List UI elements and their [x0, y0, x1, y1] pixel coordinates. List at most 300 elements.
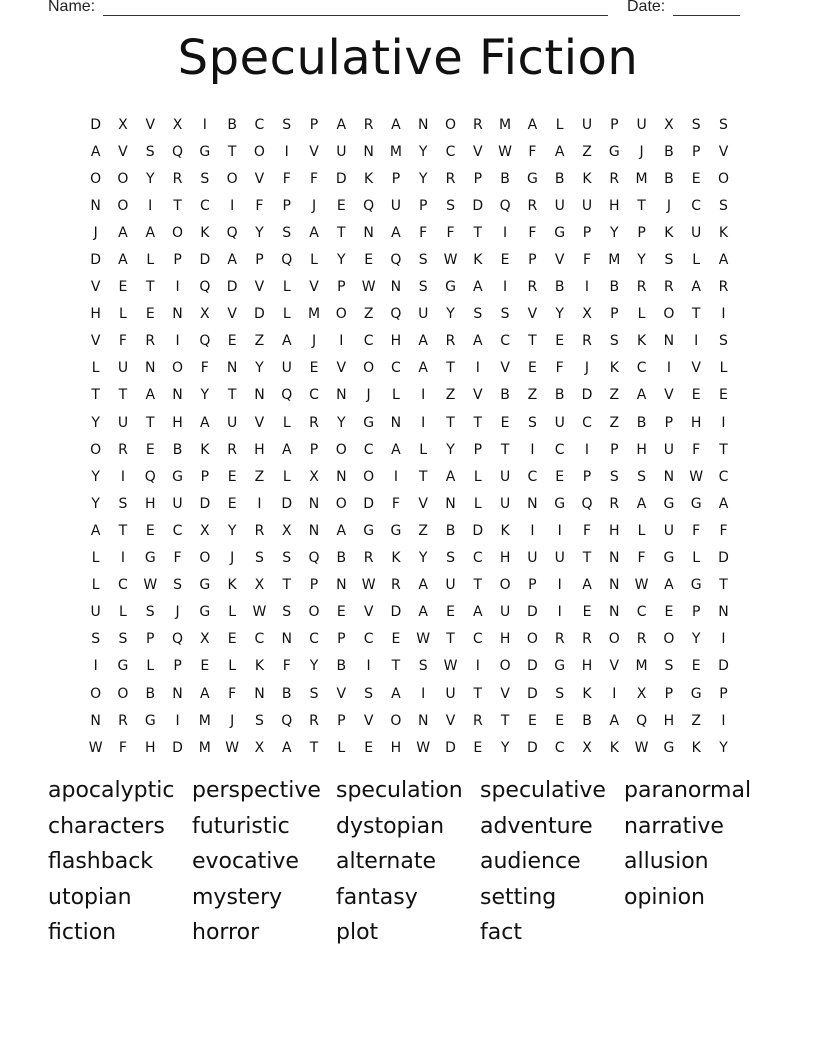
- grid-letter: U: [581, 197, 593, 214]
- grid-letter: G: [117, 658, 129, 675]
- grid-letter: I: [284, 143, 289, 160]
- grid-letter: P: [473, 441, 483, 458]
- grid-letter: X: [172, 116, 183, 133]
- grid-letter: V: [90, 279, 101, 296]
- grid-letter: E: [555, 333, 565, 350]
- grid-letter: S: [691, 116, 701, 133]
- grid-letter: D: [472, 197, 484, 214]
- grid-letter: N: [390, 279, 402, 296]
- grid-letter: U: [117, 360, 129, 377]
- grid-letter: I: [557, 522, 562, 539]
- grid-letter: T: [719, 441, 728, 458]
- grid-letter: T: [227, 143, 237, 160]
- grid-letter: E: [473, 739, 483, 756]
- grid-letter: J: [584, 360, 590, 377]
- grid-letter: V: [336, 685, 347, 702]
- grid-letter: A: [90, 143, 101, 160]
- grid-letter: J: [639, 143, 644, 160]
- grid-letter: B: [664, 170, 674, 187]
- grid-letter: D: [363, 495, 374, 512]
- grid-letter: R: [172, 170, 183, 187]
- grid-letter: T: [473, 577, 483, 594]
- grid-letter: R: [363, 116, 374, 133]
- grid-letter: U: [90, 604, 101, 621]
- grid-letter: B: [554, 387, 565, 404]
- grid-letter: F: [582, 252, 592, 269]
- grid-letter: E: [336, 197, 346, 214]
- grid-letter: G: [554, 658, 566, 675]
- grid-letter: R: [254, 522, 265, 539]
- grid-letter: I: [584, 441, 590, 458]
- grid-letter: C: [363, 631, 374, 648]
- grid-letter: C: [636, 604, 647, 621]
- grid-letter: C: [691, 197, 702, 214]
- grid-letter: P: [337, 279, 346, 296]
- grid-letter: L: [282, 279, 291, 296]
- grid-letter: T: [500, 712, 510, 729]
- grid-letter: O: [363, 360, 375, 377]
- grid-letter: X: [636, 685, 647, 702]
- grid-letter: O: [172, 224, 184, 241]
- grid-letter: S: [609, 468, 619, 485]
- word-bank-item: allusion: [624, 849, 709, 875]
- grid-letter: V: [445, 712, 456, 729]
- grid-letter: Y: [500, 739, 510, 756]
- grid-letter: O: [226, 170, 238, 187]
- grid-letter: S: [364, 685, 374, 702]
- grid-letter: E: [582, 604, 592, 621]
- grid-letter: W: [634, 739, 649, 756]
- grid-letter: T: [391, 658, 401, 675]
- grid-letter: W: [252, 604, 267, 621]
- word-bank-item: fact: [480, 920, 522, 946]
- grid-letter: P: [664, 685, 674, 702]
- grid-letter: S: [145, 604, 155, 621]
- grid-letter: I: [339, 333, 344, 350]
- grid-letter: V: [500, 685, 510, 702]
- grid-letter: S: [719, 333, 728, 350]
- grid-letter: X: [118, 116, 128, 133]
- grid-letter: A: [636, 387, 647, 404]
- grid-letter: K: [664, 224, 674, 241]
- grid-letter: O: [253, 143, 265, 160]
- grid-letter: L: [719, 360, 728, 377]
- grid-letter: E: [664, 604, 674, 621]
- grid-letter: N: [417, 712, 429, 729]
- grid-letter: A: [281, 441, 292, 458]
- grid-letter: T: [528, 333, 537, 350]
- grid-letter: G: [445, 279, 456, 296]
- grid-letter: R: [309, 414, 319, 431]
- grid-letter: H: [609, 197, 620, 214]
- grid-letter: P: [146, 631, 155, 648]
- grid-letter: T: [473, 414, 483, 431]
- grid-letter: C: [363, 441, 374, 458]
- grid-letter: C: [363, 333, 374, 350]
- grid-letter: Q: [281, 712, 293, 729]
- grid-letter: Q: [281, 387, 293, 404]
- grid-letter: X: [582, 739, 592, 756]
- grid-letter: N: [718, 604, 729, 621]
- grid-letter: S: [309, 685, 319, 702]
- grid-letter: Z: [254, 468, 265, 485]
- grid-letter: P: [528, 577, 537, 594]
- grid-letter: W: [443, 658, 458, 675]
- grid-letter: Z: [691, 712, 701, 729]
- grid-letter: X: [200, 306, 210, 323]
- grid-letter: T: [637, 197, 646, 214]
- grid-letter: Q: [281, 252, 293, 269]
- grid-letter: N: [609, 550, 620, 567]
- grid-letter: C: [472, 631, 483, 648]
- grid-letter: X: [254, 577, 265, 594]
- grid-letter: K: [718, 224, 729, 241]
- grid-letter: B: [582, 712, 592, 729]
- grid-letter: U: [499, 604, 511, 621]
- grid-letter: L: [282, 468, 291, 485]
- grid-letter: Y: [637, 252, 646, 269]
- grid-letter: L: [637, 306, 646, 323]
- grid-letter: F: [692, 522, 701, 539]
- grid-letter: L: [473, 468, 482, 485]
- grid-letter: F: [528, 143, 537, 160]
- grid-letter: O: [608, 631, 620, 648]
- grid-letter: Y: [446, 441, 455, 458]
- grid-letter: V: [309, 279, 319, 296]
- grid-letter: I: [421, 414, 426, 431]
- grid-letter: N: [281, 631, 292, 648]
- grid-letter: G: [690, 495, 702, 512]
- grid-letter: H: [663, 712, 675, 729]
- grid-letter: A: [281, 333, 292, 350]
- grid-letter: T: [446, 360, 455, 377]
- grid-letter: I: [202, 116, 207, 133]
- grid-letter: S: [418, 252, 428, 269]
- grid-letter: Y: [719, 739, 728, 756]
- grid-letter: Y: [255, 224, 264, 241]
- grid-letter: H: [499, 550, 511, 567]
- grid-letter: F: [228, 685, 237, 702]
- date-label: Date:: [627, 0, 666, 15]
- grid-letter: V: [90, 333, 101, 350]
- word-bank-item: futuristic: [192, 813, 290, 839]
- grid-letter: P: [610, 306, 619, 323]
- grid-letter: F: [118, 333, 127, 350]
- grid-letter: D: [199, 252, 211, 269]
- grid-letter: F: [582, 522, 592, 539]
- grid-letter: G: [554, 224, 566, 241]
- grid-letter: A: [418, 577, 428, 594]
- grid-letter: I: [666, 360, 671, 377]
- grid-letter: Q: [199, 333, 211, 350]
- word-bank-item: perspective: [192, 778, 321, 803]
- grid-letter: C: [254, 631, 265, 648]
- grid-letter: L: [228, 658, 237, 675]
- grid-letter: W: [443, 252, 458, 269]
- grid-letter: O: [717, 170, 729, 187]
- grid-letter: O: [390, 712, 402, 729]
- grid-letter: N: [609, 604, 620, 621]
- grid-letter: D: [527, 658, 538, 675]
- grid-letter: U: [663, 441, 674, 458]
- grid-letter: U: [581, 116, 593, 133]
- grid-letter: E: [446, 604, 455, 621]
- grid-letter: S: [254, 550, 264, 567]
- grid-letter: H: [172, 414, 183, 431]
- grid-letter: V: [418, 495, 428, 512]
- grid-letter: W: [416, 631, 431, 648]
- grid-letter: C: [172, 522, 183, 539]
- grid-letter: S: [527, 414, 537, 431]
- grid-letter: O: [499, 577, 511, 594]
- grid-letter: B: [554, 279, 565, 296]
- grid-letter: L: [419, 441, 428, 458]
- grid-letter: O: [363, 468, 375, 485]
- grid-letter: T: [446, 414, 455, 431]
- grid-letter: V: [254, 279, 265, 296]
- grid-letter: M: [635, 170, 648, 187]
- grid-letter: S: [609, 333, 619, 350]
- name-label: Name:: [48, 0, 96, 15]
- grid-letter: Z: [418, 522, 428, 539]
- grid-letter: B: [336, 658, 347, 675]
- grid-letter: V: [473, 387, 483, 404]
- grid-letter: B: [145, 685, 156, 702]
- grid-letter: E: [145, 306, 155, 323]
- grid-letter: O: [663, 631, 675, 648]
- grid-letter: P: [582, 468, 592, 485]
- grid-letter: S: [254, 712, 264, 729]
- grid-letter: E: [555, 468, 565, 485]
- grid-letter: N: [336, 387, 347, 404]
- grid-letter: M: [389, 143, 402, 160]
- grid-letter: C: [391, 360, 401, 377]
- grid-letter: P: [309, 577, 319, 594]
- grid-letter: V: [527, 306, 538, 323]
- word-bank-item: plot: [336, 920, 379, 946]
- grid-letter: D: [254, 306, 265, 323]
- grid-letter: B: [636, 414, 647, 431]
- grid-letter: D: [472, 522, 484, 539]
- grid-letter: T: [691, 306, 701, 323]
- word-bank-item: adventure: [480, 813, 593, 839]
- grid-letter: L: [555, 116, 564, 133]
- grid-letter: U: [336, 143, 347, 160]
- grid-letter: N: [527, 495, 538, 512]
- grid-letter: C: [500, 333, 510, 350]
- grid-letter: V: [309, 143, 319, 160]
- grid-letter: I: [93, 658, 98, 675]
- grid-letter: D: [581, 387, 593, 404]
- grid-letter: C: [554, 739, 565, 756]
- grid-letter: E: [309, 360, 319, 377]
- grid-letter: I: [530, 522, 535, 539]
- grid-letter: R: [554, 631, 565, 648]
- grid-letter: R: [527, 197, 538, 214]
- grid-letter: N: [254, 387, 265, 404]
- grid-letter: Z: [582, 143, 592, 160]
- grid-letter: A: [691, 279, 701, 296]
- grid-letter: C: [254, 116, 265, 133]
- grid-letter: G: [690, 685, 702, 702]
- grid-letter: X: [281, 522, 292, 539]
- grid-letter: O: [499, 658, 511, 675]
- grid-letter: I: [694, 333, 699, 350]
- grid-letter: C: [445, 143, 456, 160]
- grid-letter: Q: [172, 143, 184, 160]
- grid-letter: Q: [390, 306, 402, 323]
- word-bank-item: evocative: [192, 849, 299, 875]
- grid-letter: N: [363, 224, 374, 241]
- grid-letter: I: [721, 414, 726, 431]
- grid-letter: J: [93, 224, 98, 241]
- grid-letter: A: [391, 441, 401, 458]
- grid-letter: R: [227, 441, 237, 458]
- grid-letter: P: [337, 712, 346, 729]
- grid-letter: T: [173, 197, 182, 214]
- grid-letter: A: [391, 224, 401, 241]
- grid-letter: I: [175, 279, 180, 296]
- grid-letter: I: [175, 333, 180, 350]
- grid-letter: B: [609, 279, 620, 296]
- grid-letter: A: [281, 739, 292, 756]
- grid-letter: Y: [337, 414, 346, 431]
- grid-letter: K: [582, 685, 592, 702]
- grid-letter: A: [473, 279, 483, 296]
- grid-letter: D: [90, 116, 102, 133]
- grid-letter: U: [527, 550, 538, 567]
- grid-letter: J: [311, 333, 317, 350]
- grid-letter: U: [227, 414, 238, 431]
- grid-letter: E: [200, 658, 210, 675]
- grid-letter: O: [90, 170, 102, 187]
- grid-letter: V: [664, 387, 674, 404]
- grid-letter: A: [473, 604, 483, 621]
- grid-letter: I: [584, 279, 590, 296]
- word-bank-item: apocalyptic: [48, 778, 175, 803]
- grid-letter: P: [691, 143, 701, 160]
- grid-letter: A: [336, 116, 347, 133]
- grid-letter: F: [173, 550, 182, 567]
- grid-letter: G: [663, 495, 675, 512]
- grid-letter: P: [664, 414, 674, 431]
- word-bank-item: paranormal: [624, 778, 752, 803]
- grid-letter: T: [118, 387, 128, 404]
- grid-letter: Z: [527, 387, 538, 404]
- grid-letter: O: [199, 550, 211, 567]
- grid-letter: S: [118, 631, 128, 648]
- grid-letter: I: [421, 387, 426, 404]
- grid-letter: U: [117, 414, 129, 431]
- grid-letter: G: [608, 143, 620, 160]
- grid-letter: H: [609, 522, 620, 539]
- grid-letter: C: [527, 468, 538, 485]
- grid-letter: E: [691, 387, 701, 404]
- grid-letter: H: [636, 441, 647, 458]
- grid-letter: T: [582, 550, 592, 567]
- grid-letter: D: [718, 658, 729, 675]
- grid-letter: F: [637, 550, 646, 567]
- grid-letter: S: [446, 550, 455, 567]
- grid-letter: Y: [91, 468, 100, 485]
- grid-letter: A: [418, 360, 428, 377]
- grid-letter: G: [554, 495, 566, 512]
- grid-letter: E: [227, 468, 237, 485]
- grid-letter: Q: [172, 631, 184, 648]
- grid-letter: Q: [226, 224, 238, 241]
- grid-letter: Q: [390, 252, 402, 269]
- word-bank-item: mystery: [192, 884, 283, 910]
- grid-letter: U: [172, 495, 183, 512]
- grid-letter: O: [663, 306, 675, 323]
- grid-letter: V: [254, 414, 265, 431]
- grid-letter: H: [144, 495, 156, 512]
- grid-letter: H: [581, 658, 593, 675]
- grid-letter: R: [582, 333, 592, 350]
- grid-letter: K: [500, 522, 510, 539]
- grid-letter: R: [636, 279, 647, 296]
- grid-letter: R: [445, 170, 456, 187]
- grid-letter: B: [281, 685, 292, 702]
- grid-letter: I: [120, 550, 126, 567]
- grid-letter: T: [91, 387, 100, 404]
- grid-letter: I: [721, 631, 726, 648]
- grid-letter: E: [527, 360, 537, 377]
- grid-letter: X: [254, 739, 265, 756]
- grid-letter: N: [663, 333, 675, 350]
- grid-letter: Y: [200, 387, 210, 404]
- grid-letter: S: [282, 224, 292, 241]
- grid-letter: A: [664, 577, 674, 594]
- grid-letter: T: [145, 279, 155, 296]
- grid-letter: R: [309, 712, 319, 729]
- grid-letter: D: [172, 739, 183, 756]
- grid-letter: E: [118, 279, 128, 296]
- grid-letter: S: [282, 116, 292, 133]
- grid-letter: Q: [499, 197, 511, 214]
- grid-letter: R: [363, 550, 374, 567]
- grid-letter: J: [366, 387, 371, 404]
- grid-letter: L: [692, 550, 701, 567]
- name-blank-line: [103, 15, 608, 16]
- grid-letter: A: [582, 577, 592, 594]
- grid-letter: U: [636, 116, 647, 133]
- grid-letter: T: [719, 577, 728, 594]
- grid-letter: O: [444, 116, 457, 133]
- grid-letter: O: [90, 685, 102, 702]
- grid-letter: F: [391, 495, 400, 512]
- grid-letter: Y: [610, 224, 619, 241]
- grid-letter: R: [664, 279, 674, 296]
- grid-letter: Z: [445, 387, 456, 404]
- grid-letter: E: [227, 495, 237, 512]
- grid-letter: I: [475, 658, 480, 675]
- grid-letter: L: [91, 577, 100, 594]
- grid-letter: D: [335, 170, 347, 187]
- grid-letter: N: [445, 495, 456, 512]
- grid-letter: L: [392, 387, 400, 404]
- grid-letter: Y: [227, 522, 237, 539]
- grid-letter: Y: [691, 631, 701, 648]
- grid-letter: R: [118, 441, 128, 458]
- grid-letter: B: [336, 550, 347, 567]
- grid-letter: G: [199, 604, 211, 621]
- grid-letter: I: [230, 197, 235, 214]
- grid-letter: U: [554, 550, 565, 567]
- grid-letter: Y: [337, 252, 346, 269]
- grid-letter: B: [445, 522, 456, 539]
- grid-letter: L: [119, 604, 127, 621]
